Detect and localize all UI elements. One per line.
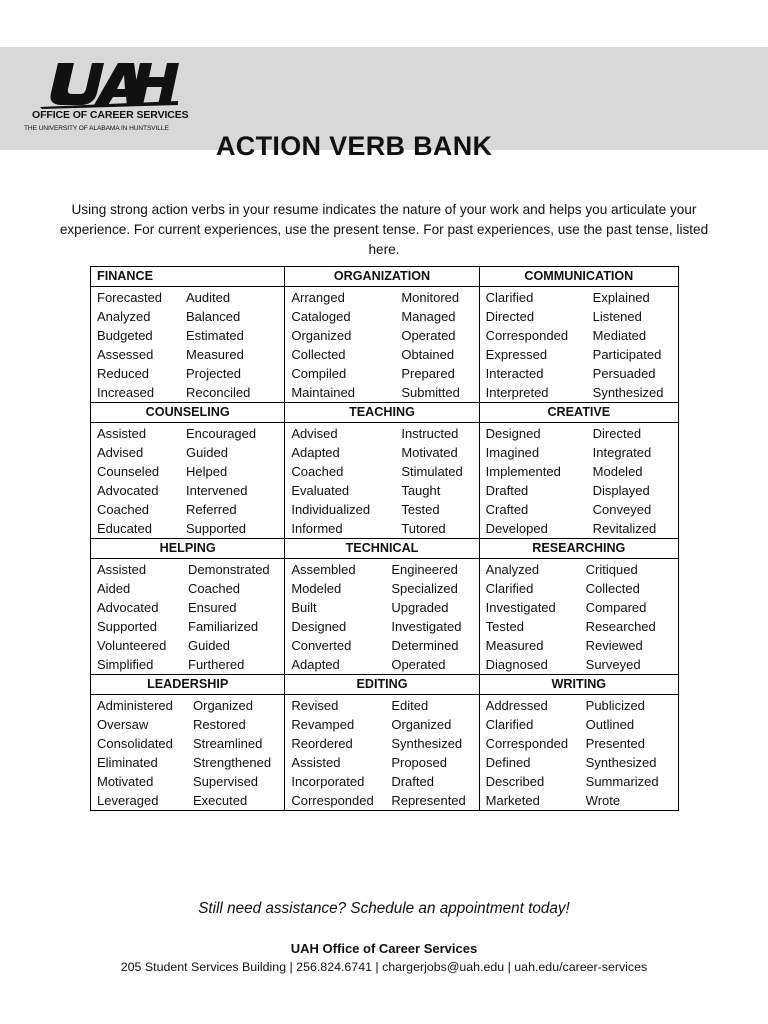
verb-item: Assisted — [291, 755, 341, 770]
verb-item: Advocated — [97, 483, 159, 498]
verb-item: Corresponded — [291, 793, 374, 808]
verb-row — [97, 734, 284, 753]
verb-item: Collected — [291, 347, 346, 362]
verb-item: Diagnosed — [485, 657, 548, 672]
verb-row — [97, 579, 284, 598]
verb-grid — [285, 423, 478, 538]
verb-item: Analyzed — [97, 309, 151, 324]
verb-row — [97, 636, 284, 655]
verb-row — [486, 307, 678, 326]
verb-row — [486, 519, 678, 538]
verb-item: Stimulated — [401, 464, 463, 479]
verb-item: Crafted — [485, 502, 529, 517]
verb-item: Intervened — [186, 483, 248, 498]
verb-item: Operated — [401, 328, 456, 343]
verb-item: Defined — [485, 755, 531, 770]
verb-row — [486, 364, 678, 383]
verb-item: Mediated — [592, 328, 647, 343]
verb-item: Assisted — [97, 562, 147, 577]
verb-row — [486, 500, 678, 519]
category-verbs — [479, 423, 678, 539]
verb-row — [291, 288, 478, 307]
verb-row — [291, 307, 478, 326]
verb-item: Streamlined — [193, 736, 263, 751]
verb-item: Managed — [401, 309, 456, 324]
verb-item: Audited — [186, 290, 231, 305]
verb-item: Supported — [97, 619, 157, 634]
verb-row — [97, 481, 284, 500]
verb-row — [97, 753, 284, 772]
category-verbs — [479, 559, 678, 675]
verb-item: Familiarized — [188, 619, 259, 634]
verb-row — [97, 288, 284, 307]
verb-item: Surveyed — [585, 657, 641, 672]
verb-grid — [91, 559, 284, 674]
verb-item: Obtained — [401, 347, 455, 362]
verb-row — [486, 655, 678, 674]
verb-item: Consolidated — [97, 736, 173, 751]
verb-item: Operated — [391, 657, 446, 672]
category-heading: WRITING — [479, 675, 678, 695]
verb-row — [291, 443, 478, 462]
verb-row — [291, 617, 478, 636]
category-heading: TEACHING — [285, 403, 479, 423]
category-heading: ORGANIZATION — [285, 267, 479, 287]
verb-item: Encouraged — [186, 426, 257, 441]
verb-row — [97, 696, 284, 715]
verb-item: Drafted — [485, 483, 529, 498]
verb-row — [97, 519, 284, 538]
verb-item: Restored — [193, 717, 246, 732]
verb-grid — [285, 287, 478, 402]
verb-row — [486, 345, 678, 364]
uah-logo-mark — [36, 61, 182, 109]
verb-item: Presented — [585, 736, 645, 751]
verb-item: Built — [291, 600, 317, 615]
verb-row — [97, 598, 284, 617]
verb-grid — [480, 695, 678, 810]
verb-item: Listened — [592, 309, 642, 324]
verb-row — [486, 462, 678, 481]
verb-item: Measured — [186, 347, 244, 362]
verb-item: Balanced — [186, 309, 241, 324]
verb-row — [97, 462, 284, 481]
verb-item: Motivated — [401, 445, 458, 460]
verb-item: Engineered — [391, 562, 458, 577]
verb-item: Strengthened — [193, 755, 272, 770]
category-heading: COUNSELING — [91, 403, 285, 423]
verb-item: Marketed — [485, 793, 540, 808]
verb-item: Clarified — [485, 290, 534, 305]
verb-item: Advised — [291, 426, 338, 441]
category-header-row — [91, 539, 679, 559]
verb-item: Determined — [391, 638, 459, 653]
verb-row — [97, 364, 284, 383]
verb-item: Instructed — [401, 426, 459, 441]
verb-item: Reordered — [291, 736, 353, 751]
verb-row — [486, 753, 678, 772]
verb-item: Implemented — [485, 464, 561, 479]
verb-item: Investigated — [485, 600, 556, 615]
verb-item: Estimated — [186, 328, 244, 343]
verb-item: Informed — [291, 521, 343, 536]
verb-item: Revamped — [291, 717, 355, 732]
verb-row — [291, 462, 478, 481]
verb-item: Guided — [188, 638, 230, 653]
category-verbs — [479, 287, 678, 403]
verb-row — [486, 481, 678, 500]
verb-item: Organized — [291, 328, 352, 343]
verb-row — [486, 734, 678, 753]
verb-row — [486, 560, 678, 579]
verb-item: Corresponded — [485, 328, 569, 343]
verb-item: Tested — [485, 619, 524, 634]
verb-row — [486, 579, 678, 598]
verb-item: Researched — [585, 619, 656, 634]
verb-item: Helped — [186, 464, 228, 479]
verb-row — [97, 326, 284, 345]
category-words-row — [91, 423, 679, 539]
category-heading: CREATIVE — [479, 403, 678, 423]
verb-row — [97, 772, 284, 791]
verb-item: Aided — [97, 581, 131, 596]
verb-item: Modeled — [592, 464, 643, 479]
category-words-row — [91, 559, 679, 675]
verb-item: Imagined — [485, 445, 540, 460]
category-words-row — [91, 287, 679, 403]
verb-row — [291, 345, 478, 364]
verb-item: Revised — [291, 698, 339, 713]
verb-row — [486, 791, 678, 810]
verb-item: Advocated — [97, 600, 159, 615]
category-verbs — [285, 559, 479, 675]
verb-row — [291, 753, 478, 772]
verb-item: Synthesized — [592, 385, 664, 400]
verb-item: Coached — [291, 464, 344, 479]
verb-row — [291, 598, 478, 617]
verb-row — [97, 617, 284, 636]
verb-grid — [91, 423, 284, 538]
verb-item: Submitted — [401, 385, 460, 400]
verb-item: Organized — [193, 698, 253, 713]
category-verbs — [285, 287, 479, 403]
footer-contact: 205 Student Services Building | 256.824.6741 | chargerjobs@uah.edu | uah.edu/career-services — [120, 960, 648, 974]
verb-item: Tested — [401, 502, 440, 517]
verb-item: Individualized — [291, 502, 371, 517]
intro-paragraph: Using strong action verbs in your resume indicates the nature of your work and helps you articulate your experience. For current experiences, use the present tense. For past experiences, use the past tense, listed here. — [59, 201, 709, 257]
category-verbs — [285, 695, 479, 811]
category-verbs — [91, 695, 285, 811]
verb-row — [291, 326, 478, 345]
verb-row — [486, 772, 678, 791]
verb-item: Coached — [188, 581, 241, 596]
verb-item: Publicized — [585, 698, 645, 713]
verb-row — [486, 617, 678, 636]
verb-grid — [480, 423, 678, 538]
verb-item: Forecasted — [97, 290, 163, 305]
verb-grid — [91, 287, 284, 402]
verb-item: Compiled — [291, 366, 347, 381]
verb-item: Assembled — [291, 562, 356, 577]
verb-row — [486, 696, 678, 715]
verb-item: Corresponded — [485, 736, 569, 751]
category-heading: EDITING — [285, 675, 479, 695]
verb-row — [486, 715, 678, 734]
verb-row — [291, 424, 478, 443]
verb-item: Expressed — [485, 347, 548, 362]
verb-grid — [285, 559, 478, 674]
footer-cta: Still need assistance? Schedule an appointment today! — [198, 900, 570, 917]
category-heading: TECHNICAL — [285, 539, 479, 559]
verb-item: Interacted — [485, 366, 544, 381]
verb-row — [291, 791, 478, 810]
verb-row — [291, 481, 478, 500]
verb-row — [486, 383, 678, 402]
verb-item: Edited — [391, 698, 429, 713]
verb-item: Leveraged — [97, 793, 159, 808]
verb-row — [486, 424, 678, 443]
verb-row — [291, 734, 478, 753]
verb-row — [486, 598, 678, 617]
verb-item: Coached — [97, 502, 150, 517]
verb-item: Organized — [391, 717, 452, 732]
verb-item: Synthesized — [391, 736, 463, 751]
verb-item: Supported — [186, 521, 246, 536]
verb-item: Analyzed — [485, 562, 540, 577]
verb-item: Motivated — [97, 774, 154, 789]
verb-item: Volunteered — [97, 638, 167, 653]
verb-item: Clarified — [485, 717, 534, 732]
verb-grid — [91, 695, 284, 810]
verb-item: Budgeted — [97, 328, 153, 343]
category-verbs — [479, 695, 678, 811]
verb-row — [97, 791, 284, 810]
verb-item: Administered — [97, 698, 173, 713]
verb-item: Furthered — [188, 657, 245, 672]
verb-item: Persuaded — [592, 366, 656, 381]
verb-item: Adapted — [291, 657, 340, 672]
verb-row — [97, 424, 284, 443]
verb-item: Designed — [291, 619, 347, 634]
verb-item: Referred — [186, 502, 237, 517]
verb-item: Simplified — [97, 657, 154, 672]
verb-item: Explained — [592, 290, 650, 305]
verb-row — [291, 500, 478, 519]
verb-row — [486, 636, 678, 655]
category-verbs — [91, 287, 285, 403]
verb-item: Described — [485, 774, 545, 789]
verb-item: Demonstrated — [188, 562, 270, 577]
verb-grid — [480, 287, 678, 402]
verb-item: Executed — [193, 793, 248, 808]
verb-item: Cataloged — [291, 309, 351, 324]
footer-org: UAH Office of Career Services — [290, 941, 478, 956]
verb-item: Taught — [401, 483, 441, 498]
category-heading: LEADERSHIP — [91, 675, 285, 695]
verb-item: Educated — [97, 521, 152, 536]
verb-item: Counseled — [97, 464, 160, 479]
verb-row — [291, 636, 478, 655]
verb-row — [291, 519, 478, 538]
category-header-row — [91, 403, 679, 423]
verb-item: Reduced — [97, 366, 150, 381]
verb-row — [486, 443, 678, 462]
verb-row — [291, 696, 478, 715]
verb-item: Tutored — [401, 521, 446, 536]
verb-grid — [285, 695, 478, 810]
verb-item: Projected — [186, 366, 241, 381]
verb-item: Adapted — [291, 445, 340, 460]
verb-item: Addressed — [485, 698, 548, 713]
verb-item: Evaluated — [291, 483, 350, 498]
category-header-row — [91, 267, 679, 287]
verb-table-body — [91, 267, 679, 811]
verb-row — [291, 364, 478, 383]
verb-item: Guided — [186, 445, 228, 460]
verb-item: Specialized — [391, 581, 458, 596]
verb-grid — [480, 559, 678, 674]
verb-row — [291, 772, 478, 791]
verb-row — [291, 655, 478, 674]
verb-item: Advised — [97, 445, 144, 460]
verb-item: Summarized — [585, 774, 659, 789]
verb-item: Modeled — [291, 581, 342, 596]
verb-row — [97, 345, 284, 364]
verb-item: Reconciled — [186, 385, 251, 400]
verb-row — [486, 326, 678, 345]
logo-office-name: OFFICE OF CAREER SERVICES — [32, 109, 189, 121]
verb-item: Monitored — [401, 290, 460, 305]
verb-item: Proposed — [391, 755, 447, 770]
verb-item: Displayed — [592, 483, 650, 498]
verb-item: Investigated — [391, 619, 462, 634]
verb-item: Developed — [485, 521, 548, 536]
category-words-row — [91, 695, 679, 811]
category-heading: FINANCE — [91, 267, 285, 287]
verb-item: Revitalized — [592, 521, 657, 536]
verb-item: Assessed — [97, 347, 154, 362]
verb-table — [90, 266, 679, 811]
verb-row — [291, 383, 478, 402]
verb-item: Directed — [592, 426, 642, 441]
verb-item: Participated — [592, 347, 662, 362]
verb-row — [291, 560, 478, 579]
verb-item: Conveyed — [592, 502, 652, 517]
verb-row — [486, 288, 678, 307]
category-header-row — [91, 675, 679, 695]
header-banner — [0, 47, 768, 161]
verb-item: Eliminated — [97, 755, 158, 770]
verb-item: Represented — [391, 793, 466, 808]
category-verbs — [285, 423, 479, 539]
verb-item: Clarified — [485, 581, 534, 596]
page-title: ACTION VERB BANK — [216, 131, 493, 161]
verb-item: Synthesized — [585, 755, 657, 770]
verb-item: Outlined — [585, 717, 635, 732]
verb-item: Measured — [485, 638, 544, 653]
verb-row — [291, 579, 478, 598]
category-verbs — [91, 423, 285, 539]
verb-item: Integrated — [592, 445, 652, 460]
verb-item: Oversaw — [97, 717, 149, 732]
category-heading: RESEARCHING — [479, 539, 678, 559]
category-heading: COMMUNICATION — [479, 267, 678, 287]
verb-row — [97, 383, 284, 402]
verb-row — [291, 715, 478, 734]
verb-item: Reviewed — [585, 638, 643, 653]
verb-item: Compared — [585, 600, 647, 615]
verb-item: Drafted — [391, 774, 434, 789]
verb-row — [97, 655, 284, 674]
uah-logo — [24, 61, 204, 139]
verb-item: Prepared — [401, 366, 455, 381]
verb-item: Directed — [485, 309, 535, 324]
verb-item: Wrote — [585, 793, 621, 808]
logo-university-name: THE UNIVERSITY OF ALABAMA IN HUNTSVILLE — [24, 125, 169, 132]
verb-item: Incorporated — [291, 774, 365, 789]
verb-item: Converted — [291, 638, 352, 653]
verb-item: Maintained — [291, 385, 355, 400]
verb-row — [97, 715, 284, 734]
verb-item: Critiqued — [585, 562, 638, 577]
category-heading: HELPING — [91, 539, 285, 559]
verb-item: Supervised — [193, 774, 259, 789]
verb-row — [97, 307, 284, 326]
category-verbs — [91, 559, 285, 675]
verb-item: Collected — [585, 581, 640, 596]
verb-item: Designed — [485, 426, 541, 441]
verb-row — [97, 500, 284, 519]
verb-item: Ensured — [188, 600, 237, 615]
verb-item: Upgraded — [391, 600, 449, 615]
verb-row — [97, 443, 284, 462]
verb-row — [97, 560, 284, 579]
verb-item: Increased — [97, 385, 155, 400]
verb-item: Interpreted — [485, 385, 549, 400]
verb-item: Arranged — [291, 290, 345, 305]
verb-item: Assisted — [97, 426, 147, 441]
